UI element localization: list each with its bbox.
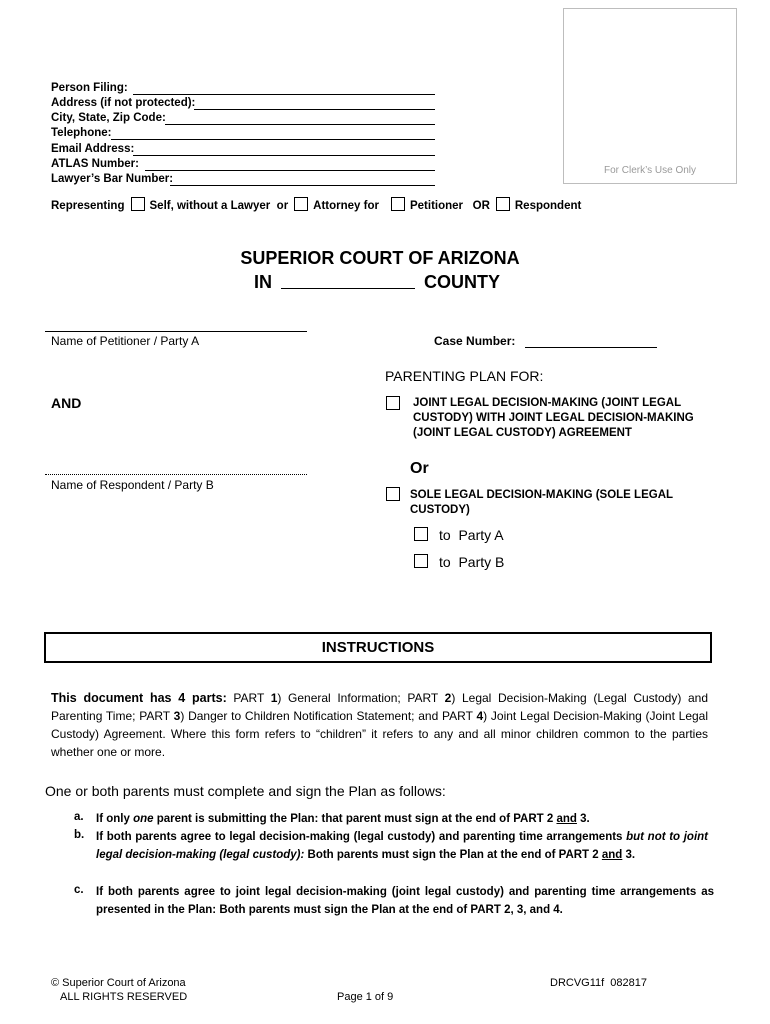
part-2-number: 2 [444, 691, 452, 705]
attorney-checkbox[interactable] [294, 197, 308, 211]
respondent-option-label: Respondent [514, 200, 582, 212]
field-line-email[interactable] [133, 155, 435, 156]
instructions-heading: INSTRUCTIONS [321, 639, 435, 656]
petitioner-label: Name of Petitioner / Party A [51, 334, 200, 348]
a-and: and [556, 813, 577, 825]
representing-label: Representing [51, 200, 125, 212]
field-line-atlas[interactable] [145, 170, 435, 171]
field-label-address: Address (if not protected): [51, 97, 196, 109]
and-label: AND [51, 395, 82, 411]
intro-text-4: ) Danger to Children Notification Statement; and PART [180, 709, 477, 723]
field-label-atlas: ATLAS Number: [51, 158, 139, 170]
a-text-1: If only [96, 813, 134, 825]
representing-row [51, 197, 581, 212]
field-line-person-filing[interactable] [133, 94, 435, 95]
field-label-bar-number: Lawyer’s Bar Number: [51, 173, 174, 185]
self-option-label: Self, without a Lawyer [149, 200, 271, 212]
signing-subhead: One or both parents must complete and sign the Plan as follows: [45, 783, 446, 799]
list-item-b [96, 829, 708, 864]
b-text-3: 3. [622, 848, 636, 861]
field-label-person-filing: Person Filing: [51, 82, 128, 94]
sole-custody-checkbox[interactable] [386, 487, 400, 501]
intro-text-5: ) Joint Legal Decision-Making (Joint Legal Custody) Agreement. Where this form refers to “children” it refers to any and all minor children common to the parties whether one or more. [51, 709, 709, 759]
party-a-label: to Party A [439, 527, 504, 543]
joint-custody-checkbox[interactable] [386, 396, 400, 410]
field-line-telephone[interactable] [111, 139, 435, 140]
petitioner-checkbox[interactable] [391, 197, 405, 211]
self-checkbox[interactable] [131, 197, 145, 211]
list-item-c-label: c. [74, 884, 84, 896]
or-text: or [276, 200, 289, 212]
parenting-plan-title: PARENTING PLAN FOR: [385, 368, 544, 384]
or-text-2: OR [472, 200, 490, 212]
field-line-address[interactable] [194, 109, 435, 110]
field-label-telephone: Telephone: [51, 127, 112, 139]
petitioner-option-label: Petitioner [409, 200, 464, 212]
county-word: COUNTY [424, 272, 501, 292]
b-text-1: If both parents agree to legal decision-making (legal custody) and parenting time arrangements [96, 831, 627, 843]
b-italic: but not to joint legal decision-making (legal custody): [96, 831, 709, 861]
list-item-c: If both parents agree to joint legal decision-making (joint legal custody) and parenting time arrangements as presented in the Plan: Both parents must sign the Plan at the end of PART 2, 3, and 4. [96, 886, 714, 916]
party-b-label: to Party B [439, 554, 505, 570]
party-b-checkbox[interactable] [414, 554, 428, 568]
case-number-label: Case Number: [434, 334, 516, 348]
field-line-city-state-zip[interactable] [165, 124, 435, 125]
county-name-field[interactable] [281, 272, 415, 289]
respondent-label: Name of Respondent / Party B [51, 478, 214, 492]
list-item-a [96, 811, 708, 828]
b-and: and [601, 848, 623, 861]
court-title: SUPERIOR COURT OF ARIZONA [240, 248, 520, 268]
clerk-use-box [563, 8, 737, 184]
instructions-intro [51, 689, 708, 761]
list-item-b-label: b. [74, 829, 85, 841]
respondent-checkbox[interactable] [496, 197, 510, 211]
party-a-checkbox[interactable] [414, 527, 428, 541]
instructions-header-box [44, 632, 712, 663]
footer-page-number: Page 1 of 9 [337, 991, 394, 1003]
field-label-city-state-zip: City, State, Zip Code: [51, 112, 166, 124]
part-1-number: 1 [270, 691, 278, 705]
intro-text-3: ) Legal Decision-Making (Legal Custody) and Parenting Time; PART [51, 691, 708, 723]
part-3-number: 3 [173, 709, 181, 723]
respondent-name-line[interactable] [45, 474, 307, 475]
intro-bold: This document has 4 parts: [51, 691, 227, 705]
a-text-3: 3. [576, 813, 590, 825]
county-in: IN [254, 272, 272, 292]
joint-custody-label: JOINT LEGAL DECISION-MAKING (JOINT LEGAL CUSTODY) WITH JOINT LEGAL DECISION-MAKING (JOINT LEGAL CUSTODY) AGREEMENT [413, 397, 694, 439]
case-number-field[interactable] [525, 347, 657, 348]
sole-custody-label: SOLE LEGAL DECISION-MAKING (SOLE LEGAL CUSTODY) [410, 489, 673, 516]
field-label-email: Email Address: [51, 143, 135, 155]
part-4-number: 4 [476, 709, 484, 723]
list-item-a-label: a. [74, 811, 84, 823]
footer-rights: ALL RIGHTS RESERVED [60, 991, 188, 1003]
intro-text-1: PART [226, 691, 271, 705]
footer-form-code: DRCVG11f 082817 [550, 977, 648, 989]
petitioner-name-line[interactable] [45, 331, 307, 332]
attorney-option-label: Attorney for [313, 200, 379, 212]
field-line-bar-number[interactable] [170, 185, 435, 186]
footer-copyright: © Superior Court of Arizona [51, 977, 186, 989]
clerk-use-label: For Clerk’s Use Only [603, 165, 697, 176]
a-one: one [133, 813, 154, 825]
county-line [254, 272, 500, 293]
intro-text-2: ) General Information; PART [277, 691, 445, 705]
or-separator: Or [410, 460, 429, 477]
b-text-2: Both parents must sign the Plan at the end of PART 2 [304, 848, 602, 861]
a-text-2: parent is submitting the Plan: that parent must sign at the end of PART 2 [153, 813, 557, 825]
